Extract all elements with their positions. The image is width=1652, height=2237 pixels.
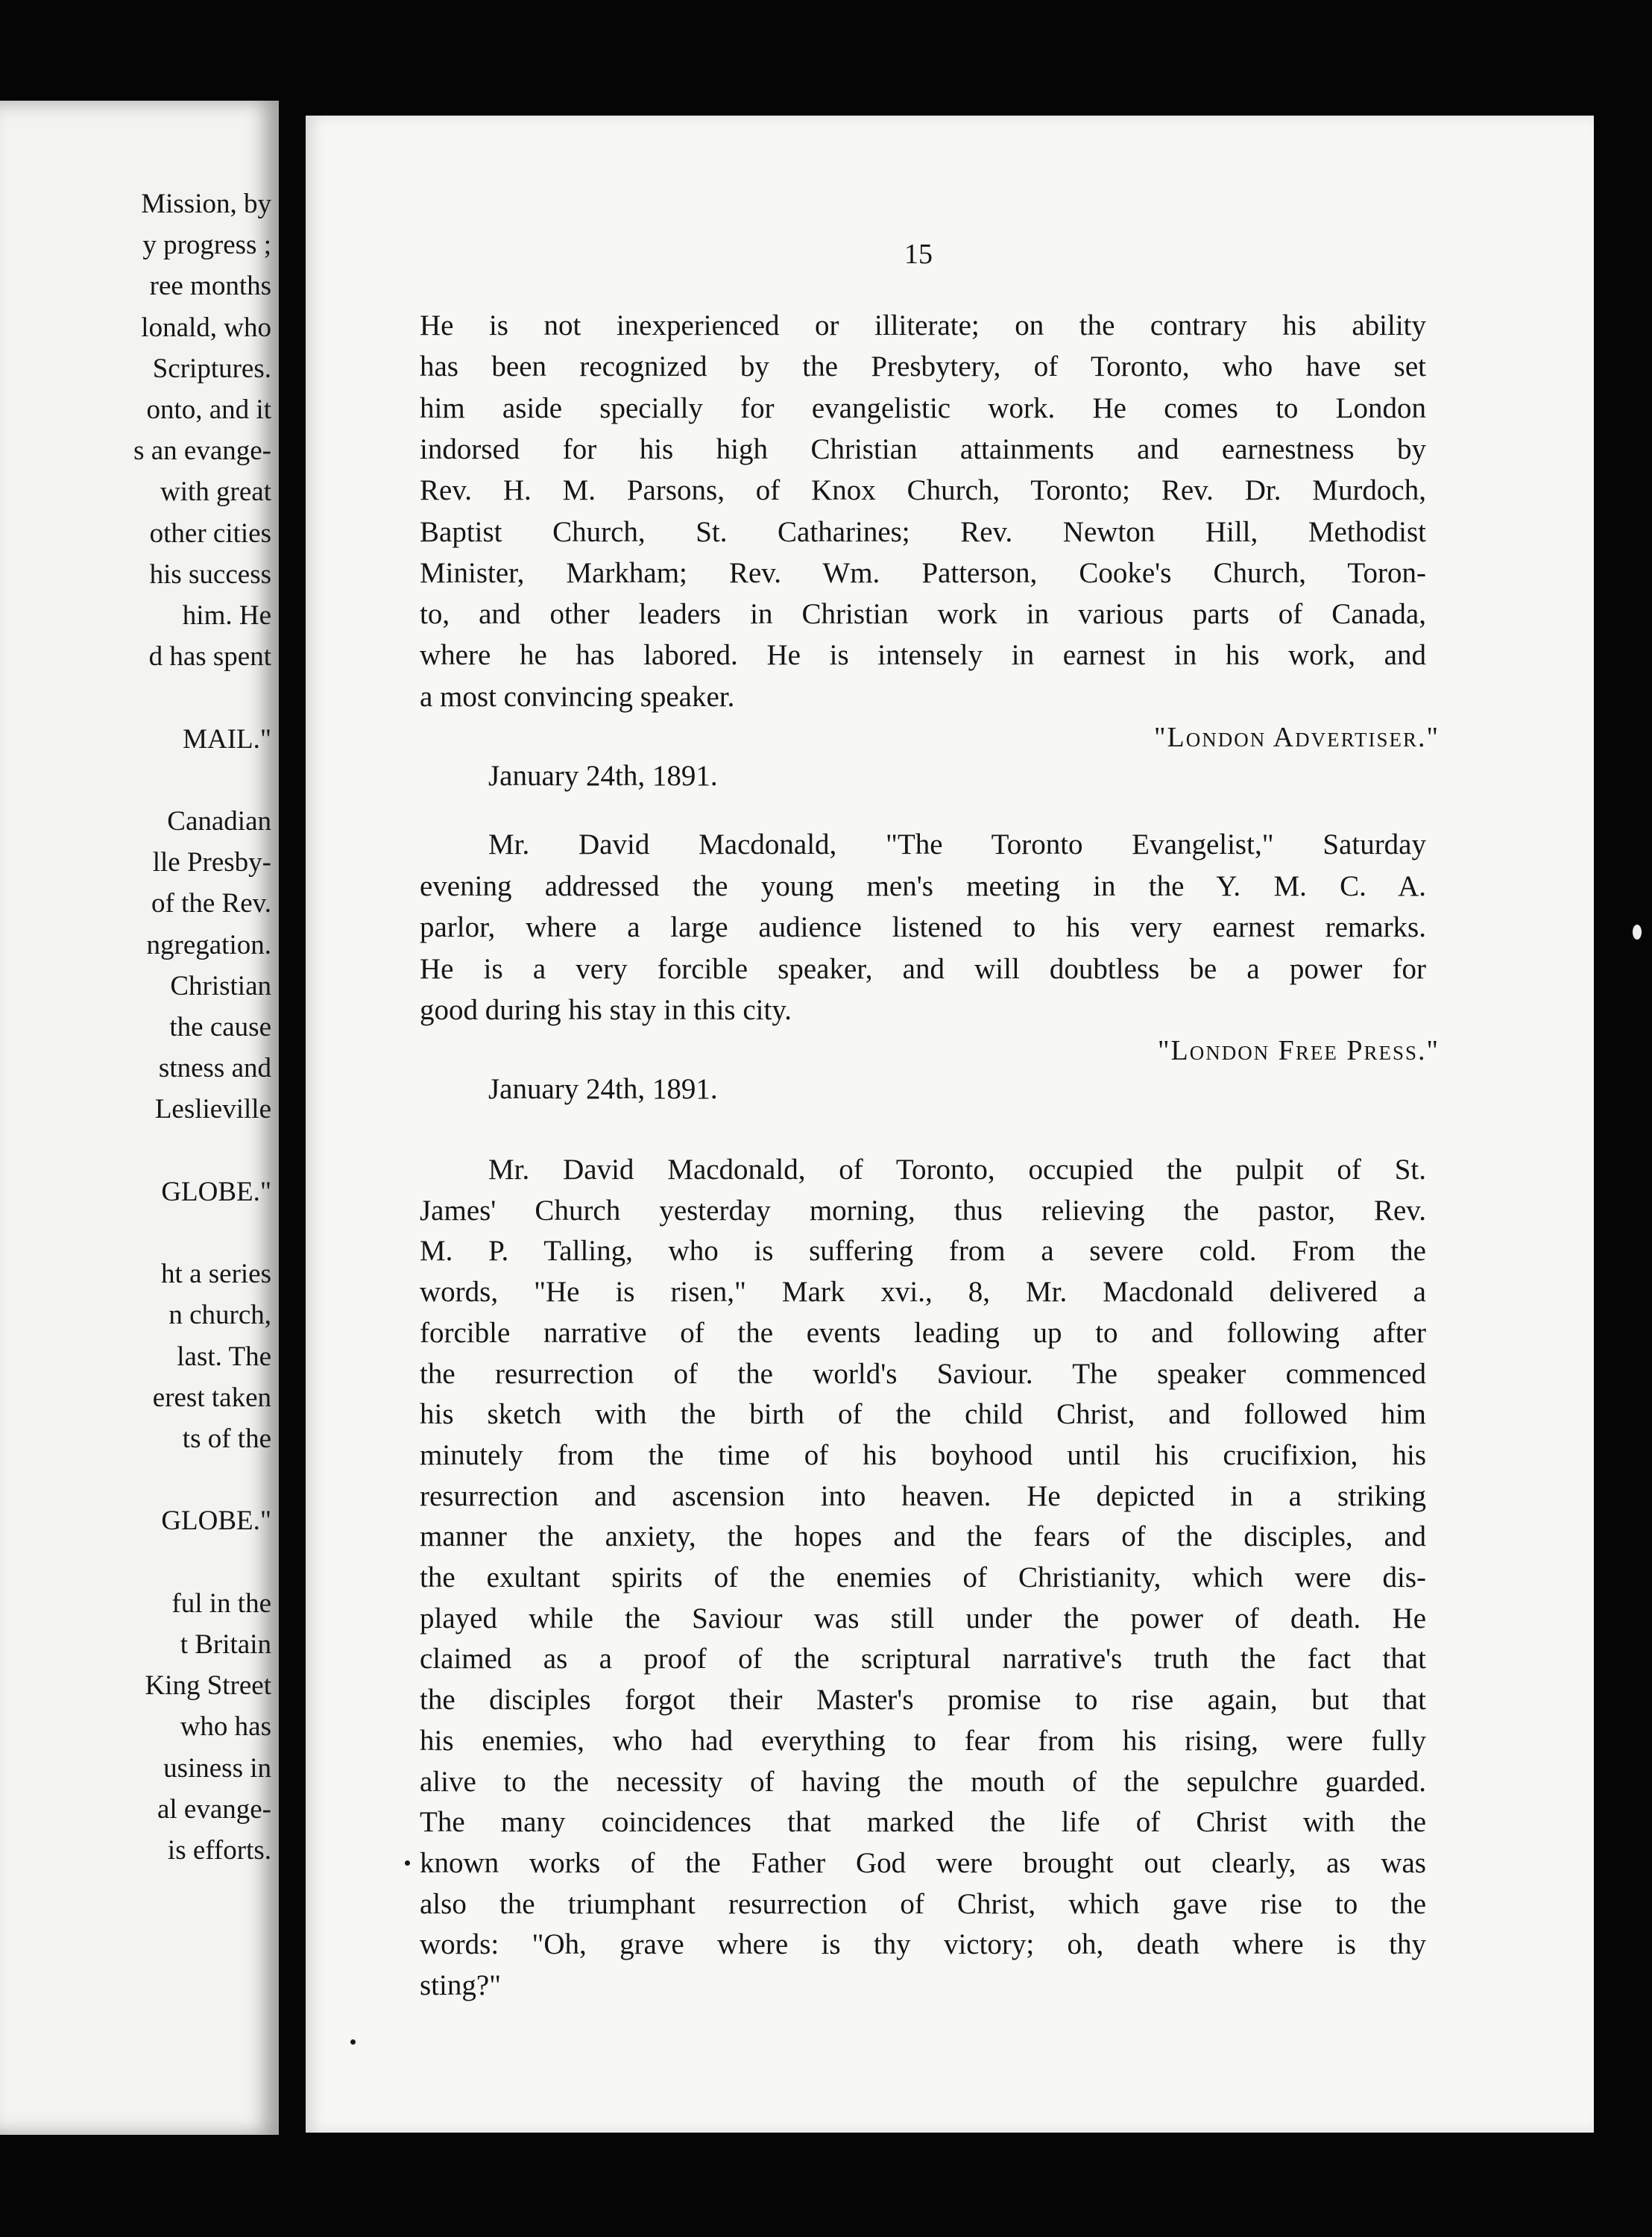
left-page-line: the cause [169, 1012, 271, 1042]
body-text-line: where he has labored. He is intensely in earnest in his work, and [420, 639, 1426, 672]
body-text-line: manner the anxiety, the hopes and the fears of the disciples, and [420, 1520, 1426, 1553]
left-page-line: Leslieville [154, 1094, 271, 1125]
left-page-line: n church, [168, 1300, 271, 1331]
left-page-line: GLOBE." [161, 1506, 271, 1537]
left-page-line: stness and [158, 1053, 271, 1084]
left-page-line: ts of the [182, 1423, 271, 1454]
left-page-line: Scriptures. [152, 353, 271, 384]
body-text-line: M. P. Talling, who is suffering from a severe cold. From the [420, 1235, 1426, 1268]
body-text-line: him aside specially for evangelistic work. He comes to London [420, 391, 1426, 424]
left-page-line: GLOBE." [161, 1176, 271, 1207]
left-page-line: d has spent [148, 641, 271, 673]
speck [405, 1860, 410, 1866]
body-text-line: the exultant spirits of the enemies of Christianity, which were dis- [420, 1561, 1426, 1593]
left-page-line: MAIL." [183, 723, 271, 755]
left-page-line: is efforts. [167, 1835, 271, 1866]
body-text-line: Minister, Markham; Rev. Wm. Patterson, Cooke's Church, Toron- [420, 556, 1426, 589]
body-text-line: forcible narrative of the events leading up to and following after [420, 1316, 1426, 1349]
body-text-line: words: "Oh, grave where is thy victory; oh, death where is thy [420, 1928, 1426, 1961]
source-attribution: "London Advertiser." [1154, 722, 1440, 753]
left-page-line: Canadian [167, 806, 271, 837]
body-text-line: Mr. David Macdonald, "The Toronto Evangelist," Saturday [488, 828, 1426, 860]
left-page-line: lonald, who [141, 312, 271, 343]
body-text-line: the resurrection of the world's Saviour. The speaker commenced [420, 1357, 1426, 1390]
left-page-line: ngregation. [146, 929, 271, 960]
article-date: January 24th, 1891. [488, 1073, 718, 1105]
body-text-line: sting?" [420, 1969, 502, 2001]
speck [350, 2039, 356, 2045]
body-text-line: a most convincing speaker. [420, 680, 735, 713]
left-page-line: Christian [170, 970, 271, 1001]
left-page-line: ht a series [161, 1259, 271, 1290]
left-page-line: ree months [149, 271, 271, 302]
body-text-line: alive to the necessity of having the mouth of the sepulchre guarded. [420, 1765, 1426, 1798]
body-text-line: his enemies, who had everything to fear from his rising, were fully [420, 1724, 1426, 1757]
source-attribution: "London Free Press." [1157, 1035, 1440, 1066]
left-page-line: last. The [177, 1341, 271, 1372]
left-page-line: Mission, by [141, 189, 271, 219]
article-date: January 24th, 1891. [488, 760, 718, 792]
left-page-line: t Britain [180, 1629, 271, 1660]
left-page-line: of the Rev. [151, 888, 271, 919]
body-text-line: known works of the Father God were brought out clearly, as was [420, 1846, 1426, 1879]
body-text-line: minutely from the time of his boyhood until his crucifixion, his [420, 1438, 1426, 1471]
left-page-line: y progress ; [142, 230, 271, 261]
left-page-line: usiness in [163, 1752, 271, 1784]
left-page [0, 101, 279, 2135]
body-text-line: claimed as a proof of the scriptural narrative's truth the fact that [420, 1643, 1426, 1676]
left-page-line: lle Presby- [152, 847, 271, 878]
body-text-line: the disciples forgot their Master's promise to rise again, but that [420, 1684, 1426, 1717]
body-text-line: good during his stay in this city. [420, 994, 792, 1026]
body-text-line: He is a very forcible speaker, and will doubtless be a power for [420, 952, 1426, 985]
left-page-line: ful in the [171, 1588, 271, 1619]
body-text-line: words, "He is risen," Mark xvi., 8, Mr. Macdonald delivered a [420, 1276, 1426, 1309]
body-text-line: played while the Saviour was still under the power of death. He [420, 1602, 1426, 1635]
body-text-line: has been recognized by the Presbytery, of Toronto, who have set [420, 350, 1426, 383]
body-text-line: resurrection and ascension into heaven. He depicted in a striking [420, 1479, 1426, 1512]
body-text-line: evening addressed the young men's meeting in the Y. M. C. A. [420, 869, 1426, 902]
body-text-line: Mr. David Macdonald, of Toronto, occupied the pulpit of St. [488, 1154, 1426, 1186]
body-text-line: his sketch with the birth of the child Christ, and followed him [420, 1398, 1426, 1431]
body-text-line: Rev. H. M. Parsons, of Knox Church, Toronto; Rev. Dr. Murdoch, [420, 474, 1426, 507]
left-page-line: onto, and it [146, 394, 271, 425]
left-page-line: who has [180, 1711, 271, 1743]
left-page-line: other cities [149, 517, 271, 549]
speck [1633, 925, 1642, 940]
body-text-line: also the triumphant resurrection of Christ, which gave rise to the [420, 1887, 1426, 1920]
left-page-line: s an evange- [133, 435, 271, 467]
left-page-line: erest taken [152, 1382, 271, 1413]
body-text-line: He is not inexperienced or illiterate; on the contrary his ability [420, 309, 1426, 342]
left-page-line: al evange- [157, 1793, 271, 1825]
left-page-line: him. He [182, 600, 271, 631]
left-page-line: King Street [145, 1670, 271, 1702]
body-text-line: to, and other leaders in Christian work in various parts of Canada, [420, 598, 1426, 631]
body-text-line: parlor, where a large audience listened to his very earnest remarks. [420, 911, 1426, 943]
page-number: 15 [904, 239, 933, 270]
body-text-line: indorsed for his high Christian attainments and earnestness by [420, 432, 1426, 465]
left-page-line: his success [149, 559, 271, 590]
body-text-line: James' Church yesterday morning, thus relieving the pastor, Rev. [420, 1194, 1426, 1227]
left-page-line: with great [160, 476, 271, 508]
body-text-line: Baptist Church, St. Catharines; Rev. Newton Hill, Methodist [420, 515, 1426, 548]
body-text-line: The many coincidences that marked the life of Christ with the [420, 1806, 1426, 1839]
